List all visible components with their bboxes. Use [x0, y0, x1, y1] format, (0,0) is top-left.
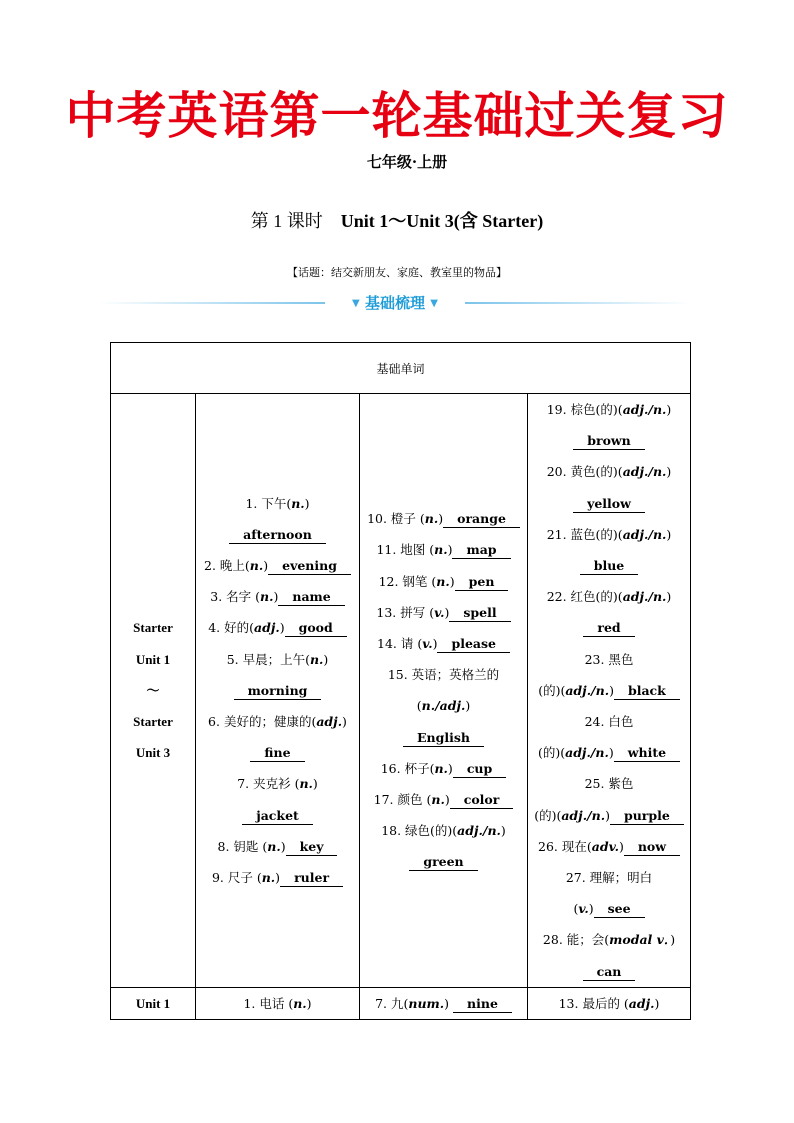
vocab-entry [364, 753, 523, 784]
entry-pos: n./adj. [421, 698, 466, 714]
vocab-entry [200, 488, 355, 550]
entry-zh: 4. 好的( [208, 620, 254, 636]
entry-pos: n. [424, 511, 439, 527]
answer-blank: see [594, 900, 645, 918]
entry-pos: v. [578, 901, 589, 917]
entry-prompt: 8. 钥匙 (n.) [217, 838, 286, 854]
vocab-entry: 25. 紫色 (的)(adj./n.) purple [532, 768, 686, 830]
answer-blank: map [452, 541, 510, 559]
entry-pos: n. [434, 760, 448, 776]
vocab-entry [200, 768, 355, 830]
entry-zh: 5. 早晨；上午( [226, 651, 310, 667]
entry-prompt: 10. 橙子 (n.) [367, 511, 444, 527]
entry-zh: 10. 橙子 ( [367, 511, 425, 527]
entry-pos: n. [260, 589, 274, 605]
entry-prompt [585, 776, 634, 791]
vocab-entry [364, 784, 523, 815]
banner-line-left [100, 302, 325, 304]
entry-prompt: 17. 颜色 (n.) [373, 792, 450, 808]
answer-blank: cup [453, 760, 506, 778]
triangle-down-icon: ▼ [352, 298, 360, 309]
answer-blank: color [450, 791, 514, 809]
entry-zh: 3. 名字 ( [210, 589, 261, 605]
entry-prompt [585, 652, 634, 667]
entry-zh: 13. 最后的 ( [558, 996, 629, 1012]
answer-blank: can [583, 963, 636, 981]
entry-zh: 11. 地图 ( [376, 542, 435, 558]
entry-pos: n. [309, 651, 324, 667]
entry-pos: v. [422, 636, 433, 652]
entry-pos: n. [293, 996, 307, 1012]
entry-prompt: 1. 下午(n.) [245, 495, 310, 511]
entry-prompt [566, 870, 652, 885]
entry-prompt: 19. 棕色(的)(adj./n.) [546, 402, 672, 417]
vocab-entry [200, 644, 355, 706]
entry-zh: 1. 下午( [245, 495, 292, 511]
vocab-entry [532, 831, 686, 862]
unit-group-line: Unit 1 [135, 651, 171, 667]
entry-zh: 2. 晚上( [204, 558, 250, 574]
section-label-text: 基础梳理 [364, 294, 425, 312]
vocab-column-3 [528, 394, 691, 988]
answer-blank: red [583, 619, 634, 637]
entry-pos: n. [299, 776, 313, 792]
answer-blank: green [409, 853, 477, 871]
lesson-prefix: 第 1 课时 [250, 211, 323, 231]
entry-pos: adj./n. [622, 402, 667, 417]
unit-group-line: ～ [146, 682, 160, 698]
entry-prompt: 16. 杯子(n.) [380, 760, 453, 776]
vocab-entry [532, 581, 686, 643]
entry-zh: 27. 理解；明白 [565, 870, 653, 886]
entry-zh: 16. 杯子( [380, 760, 435, 776]
entry-pos: adj./n. [457, 823, 501, 839]
entry-prompt: 14. 请 (v.) [377, 636, 438, 652]
table-header: 基础单词 [111, 343, 691, 394]
entry-prompt: 28. 能；会(modal v．) [542, 932, 676, 948]
entry-zh: 9. 尺子 ( [211, 870, 262, 886]
topic-line: 【话题：结交新朋友、家庭、教室里的物品】 [287, 266, 507, 279]
answer-blank: English [403, 729, 484, 747]
vocab-entry [200, 706, 355, 768]
answer-blank: key [286, 838, 338, 856]
answer-blank: yellow [573, 495, 645, 513]
entry-zh: 19. 棕色(的)( [546, 402, 623, 417]
vocab-entry [364, 566, 523, 597]
entry-zh: 8. 钥匙 ( [217, 838, 268, 854]
entry-prompt [388, 667, 499, 682]
answer-blank: now [624, 838, 680, 856]
entry-zh: 14. 请 ( [377, 636, 423, 652]
entry-zh: 18. 绿色(的)( [381, 823, 458, 839]
entry-pos: adj./n. [561, 807, 606, 823]
unit1-entry-13: 13. 最后的 (adj.) [528, 987, 691, 1019]
answer-blank: black [614, 682, 680, 700]
answer-blank: morning [234, 682, 322, 700]
vocab-entry: 27. 理解；明白 (v.) see [565, 870, 653, 917]
section-label [330, 292, 460, 313]
answer-blank: afternoon [229, 526, 326, 544]
entry-zh: 7. 夹克衫 ( [237, 776, 300, 792]
vocab-entry [364, 503, 523, 534]
entry-pos: n. [261, 870, 276, 886]
answer-blank: jacket [242, 807, 313, 825]
entry-pos: adj./n. [565, 745, 609, 761]
vocab-entry [200, 550, 355, 581]
vocab-entry: 24. 白色 (的)(adj./n.) white [532, 706, 686, 768]
entry-pos: v. [434, 604, 445, 620]
vocab-entry [200, 862, 355, 893]
answer-blank: blue [580, 557, 639, 575]
entry-pos: n. [434, 542, 448, 558]
answer-blank: white [614, 744, 680, 762]
answer-blank: ruler [280, 869, 343, 887]
entry-pos: adj./n. [622, 589, 667, 605]
triangle-down-icon: ▼ [430, 298, 438, 309]
entry-zh: 7. 九( [375, 995, 409, 1011]
vocab-column-2 [360, 394, 528, 988]
entry-prompt: 5. 早晨；上午(n.) [226, 651, 329, 667]
entry-pos: n. [249, 558, 264, 574]
entry-prompt: 9. 尺子 (n.) [211, 870, 281, 886]
entry-prompt [585, 714, 634, 729]
vocabulary-table [110, 342, 691, 1020]
grade-subtitle: 七年级·上册 [366, 153, 448, 171]
entry-prompt: 3. 名字 (n.) [210, 589, 279, 605]
unit1-entry-1: 1. 电话 (n.) [196, 987, 360, 1019]
entry-prompt: 22. 红色(的)(adj./n.) [546, 589, 672, 605]
vocab-entry [364, 815, 523, 877]
entry-pos: n. [291, 495, 305, 511]
vocab-entry [532, 456, 686, 518]
vocab-entry [532, 394, 686, 456]
entry-pos: adj./n. [622, 526, 667, 542]
answer-blank: spell [449, 604, 510, 622]
entry-prompt: 11. 地图 (n.) [376, 542, 453, 558]
entry-prompt: 2. 晚上(n.) [204, 558, 269, 574]
entry-prompt: 4. 好的(adj.) [208, 620, 285, 636]
vocab-entry [364, 659, 523, 753]
entry-pos: n. [436, 573, 450, 589]
entry-zh: 23. 黑色 [584, 651, 634, 667]
section-banner [100, 292, 690, 314]
entry-zh: 1. 电话 ( [243, 996, 294, 1012]
vocab-entry: 23. 黑色 (的)(adj./n.) black [532, 644, 686, 706]
vocab-entry [364, 628, 523, 659]
vocab-column-1 [196, 394, 360, 988]
entry-zh: 13. 拼写 ( [376, 604, 435, 620]
entry-zh: 17. 颜色 ( [373, 792, 432, 808]
vocab-entry [200, 831, 355, 862]
entry-pos: adj. [628, 996, 655, 1012]
entry-pos: modal v． [609, 932, 671, 948]
vocab-entry [200, 581, 355, 612]
unit-group-cell [111, 394, 196, 988]
entry-prompt: 6. 美好的；健康的(adj.) [208, 714, 347, 730]
entry-prompt: 7. 夹克衫 (n.) [237, 776, 318, 792]
vocab-entry [200, 612, 355, 643]
answer-blank: please [437, 635, 510, 653]
answer-blank: purple [610, 807, 684, 825]
answer-blank: name [278, 588, 344, 606]
entry-prompt: 20. 黄色(的)(adj./n.) [546, 464, 672, 480]
answer-blank: pen [455, 573, 509, 591]
unit1-entry-7: 7. 九(num.) nine [360, 987, 528, 1019]
vocab-entry [364, 597, 523, 628]
entry-pos: adj. [316, 714, 343, 730]
answer-blank: brown [573, 432, 645, 450]
entry-prompt: 13. 拼写 (v.) [376, 604, 450, 620]
banner-line-right [465, 302, 690, 304]
lesson-units: Unit 1～Unit 3(含 Starter) [340, 211, 544, 231]
answer-blank: fine [250, 744, 304, 762]
entry-zh: 21. 蓝色(的)( [546, 526, 623, 542]
vocab-entry [532, 924, 686, 986]
entry-zh: 25. 紫色 [584, 776, 634, 792]
entry-pos-line: (n./adj.) [416, 698, 471, 714]
entry-zh: 26. 现在( [538, 838, 592, 854]
unit-group-line: Starter [133, 620, 173, 636]
entry-prompt: 18. 绿色(的)(adj./n.) [381, 823, 506, 839]
entry-pos: adj./n. [565, 682, 610, 698]
unit-group-line: Unit 3 [135, 745, 171, 761]
vocab-entry [364, 534, 523, 565]
entry-prompt: 21. 蓝色(的)(adj./n.) [546, 526, 672, 542]
entry-pos: n. [267, 838, 281, 854]
entry-zh: 22. 红色(的)( [546, 589, 623, 605]
unit-group-line: Starter [133, 714, 173, 730]
entry-pos: adj./n. [622, 464, 667, 480]
entry-zh: 28. 能；会( [542, 932, 610, 948]
main-title: 中考英语第一轮基础过关复习 [65, 86, 729, 145]
unit1-label: Unit 1 [111, 987, 196, 1019]
answer-blank: good [285, 619, 347, 637]
entry-prompt: 26. 现在(adv.) [538, 838, 624, 854]
answer-blank: nine [453, 995, 512, 1013]
lesson-title [0, 207, 794, 233]
entry-pos: adv. [591, 838, 619, 854]
vocab-entry [532, 519, 686, 581]
answer-blank: orange [443, 510, 520, 528]
entry-zh: 12. 钢笔 ( [378, 573, 437, 589]
answer-blank: evening [268, 557, 351, 575]
entry-prompt: 12. 钢笔 (n.) [378, 573, 455, 589]
entry-zh: 6. 美好的；健康的( [208, 714, 317, 730]
entry-zh: 20. 黄色(的)( [546, 464, 623, 480]
entry-zh: 15. 英语；英格兰的 [387, 667, 500, 683]
entry-pos: n. [431, 792, 445, 808]
entry-zh: 24. 白色 [584, 714, 634, 730]
entry-pos: num. [408, 995, 445, 1011]
entry-pos: adj. [254, 620, 280, 636]
